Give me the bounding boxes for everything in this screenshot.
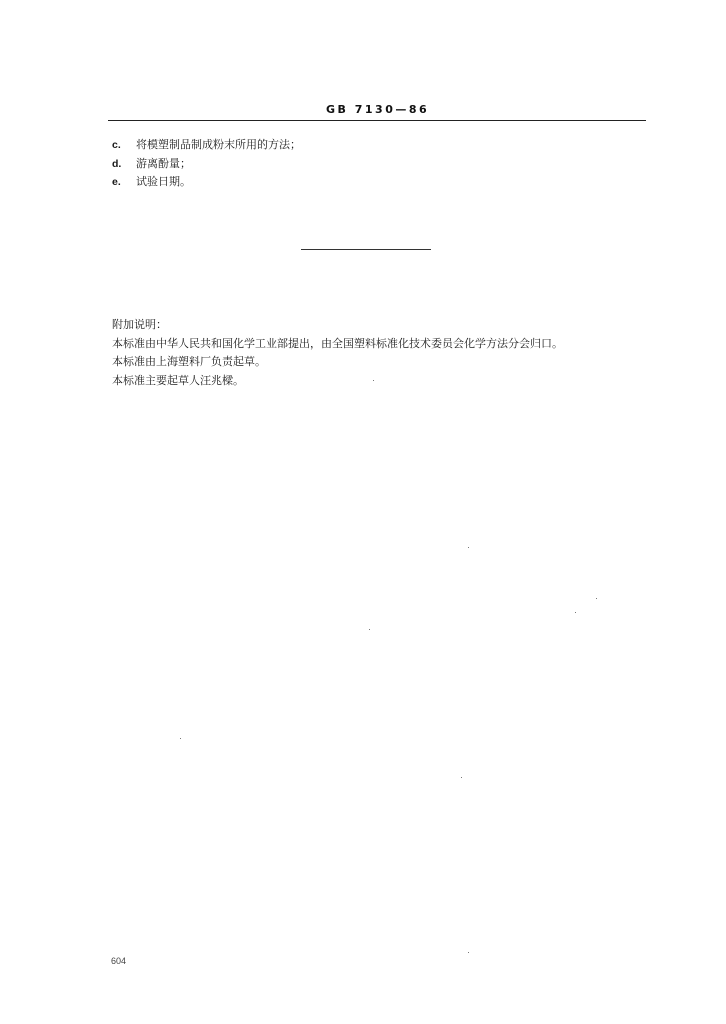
- end-of-text-rule: [301, 249, 431, 250]
- header-rule: [108, 120, 646, 121]
- list-marker: c.: [112, 139, 121, 151]
- list-item-text: 试验日期。: [136, 175, 191, 188]
- note-line: 本标准由上海塑料厂负责起草。: [112, 355, 266, 368]
- list-item: [112, 173, 301, 192]
- note-line: 本标准由中华人民共和国化学工业部提出，由全国塑料标准化技术委员会化学方法分会归口。: [112, 336, 563, 350]
- list-item: [112, 155, 301, 174]
- list-item-text: 将模塑制品制成粉末所用的方法；: [136, 138, 301, 151]
- list-marker: e.: [112, 176, 121, 188]
- scan-speck: [369, 629, 370, 630]
- scan-speck: [468, 952, 469, 953]
- notes-heading: 附加说明：: [112, 318, 167, 331]
- standard-code-header: GB 7130—86: [326, 103, 430, 116]
- scan-speck: [373, 380, 374, 381]
- page-number: 604: [111, 956, 127, 966]
- scan-speck: [461, 777, 462, 778]
- scan-speck: [468, 547, 469, 548]
- list-marker: d.: [112, 157, 122, 170]
- list-item-text: 游离酚量；: [136, 156, 191, 170]
- report-items-list: [112, 136, 301, 192]
- list-item: [112, 136, 301, 155]
- note-line: 本标准主要起草人汪兆樑。: [112, 373, 244, 387]
- scan-speck: [596, 598, 597, 599]
- scan-speck: [575, 612, 576, 613]
- additional-notes: [112, 316, 563, 390]
- scan-speck: [180, 738, 181, 739]
